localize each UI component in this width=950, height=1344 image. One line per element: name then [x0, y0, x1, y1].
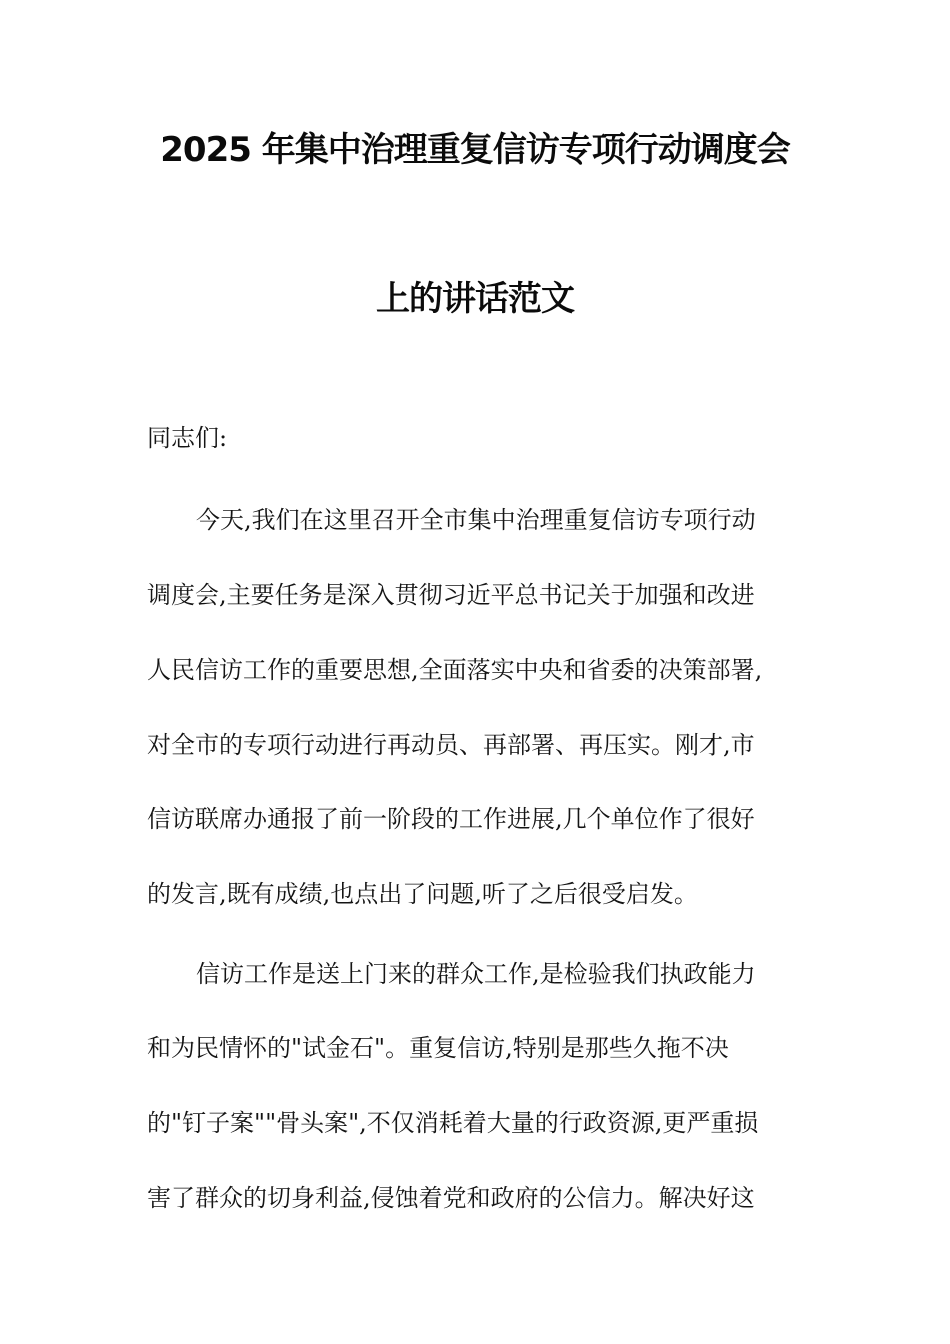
paragraph-1-line-6: 的发言,既有成绩,也点出了问题,听了之后很受启发。	[147, 880, 698, 908]
paragraph-2-line-4: 害了群众的切身利益,侵蚀着党和政府的公信力。解决好这	[147, 1184, 755, 1212]
paragraph-1-line-1: 今天,我们在这里召开全市集中治理重复信访专项行动	[196, 506, 756, 534]
paragraph-2-line-1: 信访工作是送上门来的群众工作,是检验我们执政能力	[196, 960, 756, 988]
salutation: 同志们:	[147, 424, 228, 452]
paragraph-2-line-2: 和为民情怀的"试金石"。重复信访,特别是那些久拖不决	[147, 1034, 729, 1062]
paragraph-2-line-3: 的"钉子案""骨头案",不仅消耗着大量的行政资源,更严重损	[147, 1109, 759, 1137]
paragraph-1-line-4: 对全市的专项行动进行再动员、再部署、再压实。刚才,市	[147, 731, 755, 759]
paragraph-1-line-2: 调度会,主要任务是深入贯彻习近平总书记关于加强和改进	[147, 581, 755, 609]
paragraph-1-line-3: 人民信访工作的重要思想,全面落实中央和省委的决策部署,	[147, 656, 763, 684]
document-title-line-2: 上的讲话范文	[376, 279, 574, 319]
document-title-line-1: 2025 年集中治理重复信访专项行动调度会	[160, 130, 790, 170]
paragraph-1-line-5: 信访联席办通报了前一阶段的工作进展,几个单位作了很好	[147, 805, 755, 833]
